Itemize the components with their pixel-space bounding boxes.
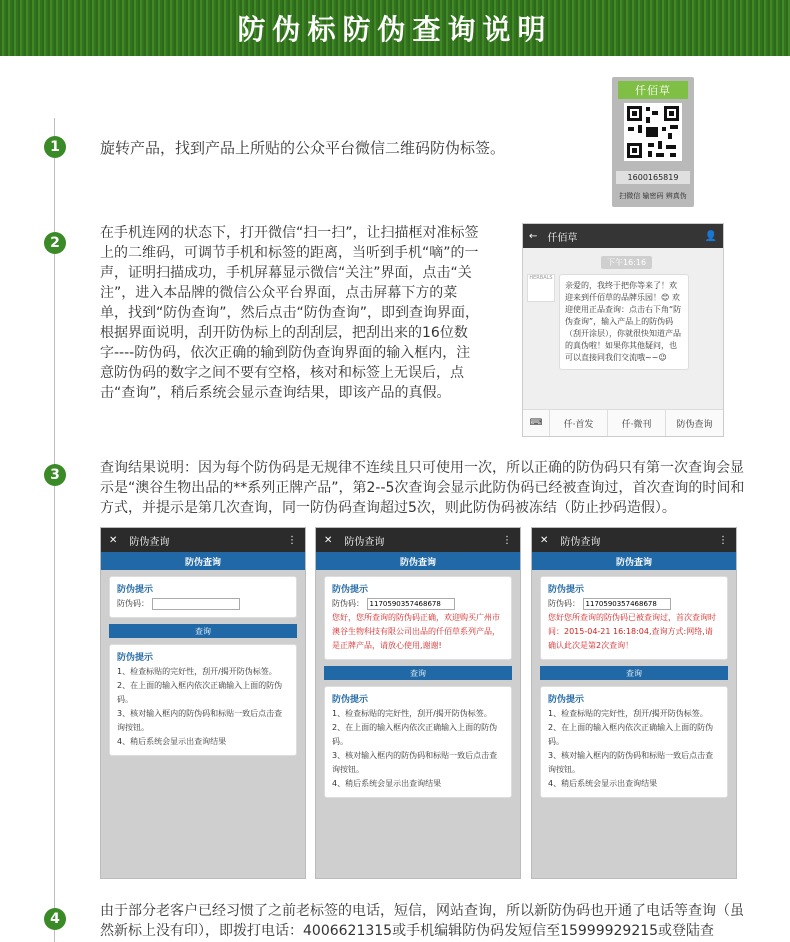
instructions-card — [540, 686, 728, 798]
wechat-top-bar — [523, 224, 723, 248]
query-form — [540, 576, 728, 660]
wechat-chat-screenshot — [522, 223, 724, 437]
back-arrow-icon: ← — [529, 230, 538, 242]
tip-title: 防伪提示 — [548, 585, 585, 595]
step-1-text: 旋转产品，找到产品上所贴的公众平台微信二维码防伪标签。 — [100, 139, 506, 157]
step-number-1: 1 — [44, 136, 66, 158]
instruction-item: 2、在上面的输入框内依次正确输入上面的防伪码。 — [117, 681, 283, 704]
instructions-card — [109, 644, 297, 756]
phone-top-bar — [316, 528, 520, 552]
code-row — [332, 597, 504, 611]
label-brand: 仟佰草 — [618, 81, 688, 99]
result-message-genuine: 您好，您所查询的防伪码正确，欢迎购买广州市澳谷生物科技有限公司出品的仟佰草系列产品，是正牌产品，请放心使用,谢谢! — [332, 613, 500, 650]
code-label: 防伪码： — [117, 599, 149, 608]
instruction-item: 3、核对输入框内的防伪码和标贴一致后点击查询按钮。 — [332, 751, 498, 774]
query-button: 查询 — [540, 666, 728, 680]
instruction-item: 1、检查标贴的完好性，刮开/揭开防伪标签。 — [117, 667, 277, 676]
phone-header: 防伪查询 — [316, 552, 520, 570]
anti-counterfeit-label-image — [612, 77, 694, 207]
title-banner — [0, 0, 790, 56]
page-title: 防伪标防伪查询说明 — [237, 13, 553, 46]
phone-top-bar — [532, 528, 736, 552]
avatar: HERBALS — [527, 274, 555, 302]
code-label: 防伪码： — [548, 599, 580, 608]
code-label: 防伪码： — [332, 599, 364, 608]
phone-title: 防伪查询 — [560, 536, 601, 548]
phone-title: 防伪查询 — [129, 536, 170, 548]
query-button: 查询 — [109, 624, 297, 638]
instructions-title: 防伪提示 — [548, 695, 585, 705]
phone-screenshot-first-query — [315, 527, 521, 879]
step-number-4: 4 — [44, 908, 66, 930]
phone-title: 防伪查询 — [344, 536, 385, 548]
tip-title: 防伪提示 — [332, 585, 369, 595]
menu-item-verify: 防伪查询 — [665, 410, 723, 436]
step-3-text: 查询结果说明：因为每个防伪码是无规律不连续且只可使用一次，所以正确的防伪码只有第一次查询会显示是“澳谷生物出品的**系列正牌产品”，第2--5次查询会显示此防伪码已经被查询过，首次查询的时间和方式，并提示是第几次查询，同一防伪码查询超过5次，则此防伪码被冻结（防止抄码造假）。 — [100, 460, 745, 516]
label-instructions: 扫微信 输密码 辨真伪 — [619, 192, 687, 200]
code-input — [583, 598, 671, 610]
qr-code-icon — [624, 103, 682, 161]
instruction-item: 2、在上面的输入框内依次正确输入上面的防伪码。 — [548, 723, 714, 746]
query-button: 查询 — [324, 666, 512, 680]
code-row — [117, 597, 289, 611]
close-icon: ✕ — [540, 534, 549, 546]
code-input — [152, 598, 240, 610]
phone-header: 防伪查询 — [101, 552, 305, 570]
phone-screenshot-empty — [100, 527, 306, 879]
query-form — [324, 576, 512, 660]
instruction-item: 1、检查标贴的完好性，刮开/揭开防伪标签。 — [548, 709, 708, 718]
more-icon: ⋮ — [502, 534, 512, 546]
more-icon: ⋮ — [718, 534, 728, 546]
keyboard-icon: ⌨ — [529, 418, 543, 428]
step-number-2: 2 — [44, 232, 66, 254]
instruction-item: 2、在上面的输入框内依次正确输入上面的防伪码。 — [332, 723, 498, 746]
close-icon: ✕ — [109, 534, 118, 546]
result-message-repeat: 您好您所查询的防伪码已被查询过，首次查询时间：2015-04-21 16:18:04,查询方式:网络,请确认此次是第2次查询！ — [548, 613, 716, 650]
menu-item-first-release: 仟·首发 — [549, 410, 607, 436]
instruction-item: 4、稍后系统会显示出查询结果 — [548, 779, 658, 788]
instruction-item: 4、稍后系统会显示出查询结果 — [332, 779, 442, 788]
close-icon: ✕ — [324, 534, 333, 546]
tip-title: 防伪提示 — [117, 585, 154, 595]
instruction-item: 1、检查标贴的完好性，刮开/揭开防伪标签。 — [332, 709, 492, 718]
menu-item-magazine: 仟·微刊 — [607, 410, 665, 436]
instructions-title: 防伪提示 — [117, 653, 154, 663]
step-2-text: 在手机连网的状态下，打开微信“扫一扫”，让扫描框对准标签上的二维码，可调节手机和标签的距离，当听到手机“嘀”的一声，证明扫描成功，手机屏幕显示微信“关注”界面，点击“关注”，进入本品牌的微信公众平台界面，点击屏幕下方的菜单，找到“防伪查询”，然后点击“防伪查询”，即到查询界面，根据界面说明，刮开防伪标上的刮刮层，把刮出来的16位数字----防伪码，依次正确的输到防伪查询界面的输入框内，注意防伪码的数字之间不要有空格，核对和标签上无误后，点击“查询”，稍后系统会显示查询结果，即该产品的真假。 — [100, 225, 480, 401]
more-icon: ⋮ — [287, 534, 297, 546]
instruction-item: 4、稍后系统会显示出查询结果 — [117, 737, 227, 746]
user-profile-icon: 👤 — [704, 230, 717, 242]
phone-screenshot-repeat-query — [531, 527, 737, 879]
chat-message-bubble: 亲爱的，我终于把你等来了！欢迎来到仟佰草的品牌乐园！😊 欢迎使用正品查询：点击右下角“防伪查询”，输入产品上的防伪码（刮开涂层），你就很快知道产品的真伪啦！如果你其他疑问，也可以直接同我们交流哦~~😉 — [559, 274, 689, 370]
code-row — [548, 597, 720, 611]
instructions-title: 防伪提示 — [332, 695, 369, 705]
label-serial-number: 1600165819 — [616, 171, 690, 184]
phone-top-bar — [101, 528, 305, 552]
step-number-3: 3 — [44, 464, 66, 486]
step-4-text: 由于部分老客户已经习惯了之前老标签的电话，短信，网站查询，所以新防伪码也开通了电话等查询（虽然新标上没有印），即拨打电话：4006621315或手机编辑防伪码发短信至15999929215或登陆查 — [100, 903, 744, 939]
chat-timestamp: 下午16:16 — [601, 256, 652, 269]
wechat-account-name: 仟佰草 — [547, 232, 578, 244]
phone-header: 防伪查询 — [532, 552, 736, 570]
query-form — [109, 576, 297, 618]
instructions-card — [324, 686, 512, 798]
code-input — [367, 598, 455, 610]
wechat-bottom-menu — [523, 409, 723, 436]
instruction-item: 3、核对输入框内的防伪码和标贴一致后点击查询按钮。 — [548, 751, 714, 774]
instruction-item: 3、核对输入框内的防伪码和标贴一致后点击查询按钮。 — [117, 709, 283, 732]
